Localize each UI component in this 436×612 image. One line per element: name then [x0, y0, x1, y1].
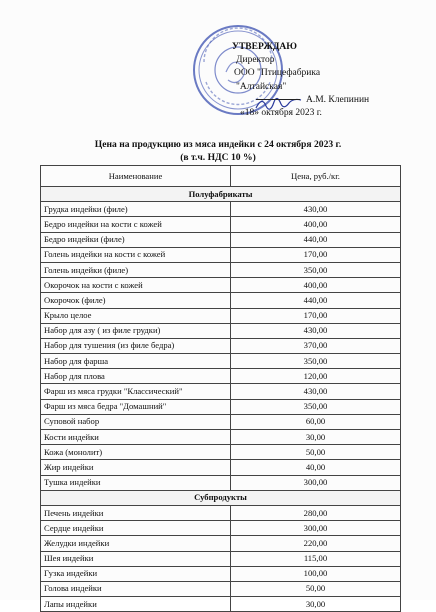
product-name: Тушка индейки	[41, 475, 231, 490]
product-name: Грудка индейки (филе)	[41, 202, 231, 217]
table-row	[41, 445, 401, 460]
table-row	[41, 460, 401, 475]
product-price: 430,00	[231, 384, 401, 399]
table-row	[41, 505, 401, 520]
product-name: Сердце индейки	[41, 521, 231, 536]
product-price: 350,00	[231, 262, 401, 277]
product-price: 440,00	[231, 232, 401, 247]
product-name: Окорочок на кости с кожей	[41, 278, 231, 293]
product-price: 300,00	[231, 521, 401, 536]
product-name: Лапы индейки	[41, 597, 231, 612]
approval-block	[222, 41, 422, 120]
table-row	[41, 308, 401, 323]
table-row	[41, 202, 401, 217]
approval-signer: А.М. Клепинин	[306, 94, 370, 105]
product-price: 170,00	[231, 308, 401, 323]
product-name: Голень индейки на кости с кожей	[41, 247, 231, 262]
heading-line2: (в т.ч. НДС 10 %)	[180, 151, 256, 163]
product-price: 220,00	[231, 536, 401, 551]
product-price: 60,00	[231, 414, 401, 429]
table-row	[41, 399, 401, 414]
table-row	[41, 536, 401, 551]
table-row	[41, 232, 401, 247]
product-name: Бедро индейки на кости с кожей	[41, 217, 231, 232]
product-price: 350,00	[231, 354, 401, 369]
product-price: 430,00	[231, 323, 401, 338]
product-name: Шея индейки	[41, 551, 231, 566]
product-price: 115,00	[231, 551, 401, 566]
product-name: Окорочок (филе)	[41, 293, 231, 308]
table-body-offal	[41, 490, 401, 612]
product-name: Набор для тушения (из филе бедра)	[41, 338, 231, 353]
table-row	[41, 323, 401, 338]
table-row	[41, 430, 401, 445]
approval-date: «18» октября 2023 г.	[240, 108, 322, 119]
product-name: Фарш из мяса грудки "Классический"	[41, 384, 231, 399]
product-name: Набор для фарша	[41, 354, 231, 369]
approval-org-line2: "Алтайская"	[236, 81, 287, 92]
product-name: Набор для азу ( из филе грудки)	[41, 323, 231, 338]
section-row-offal	[41, 490, 401, 505]
table-row	[41, 262, 401, 277]
table-row	[41, 278, 401, 293]
table-row	[41, 581, 401, 596]
product-name: Голень индейки (филе)	[41, 262, 231, 277]
product-price: 50,00	[231, 581, 401, 596]
approval-signer-line	[222, 94, 422, 107]
signature-line	[256, 99, 300, 100]
product-price: 170,00	[231, 247, 401, 262]
table-row	[41, 414, 401, 429]
table-row	[41, 354, 401, 369]
approval-position: Директор	[236, 55, 275, 66]
price-table	[40, 165, 401, 612]
table-row	[41, 475, 401, 490]
header-price: Цена, руб./кг.	[231, 166, 401, 187]
product-price: 370,00	[231, 338, 401, 353]
table-row	[41, 566, 401, 581]
product-name: Крыло целое	[41, 308, 231, 323]
product-name: Суповой набор	[41, 414, 231, 429]
table-row	[41, 521, 401, 536]
product-name: Кожа (монолит)	[41, 445, 231, 460]
table-row	[41, 247, 401, 262]
table-row	[41, 217, 401, 232]
document-heading	[0, 139, 436, 164]
table-row	[41, 338, 401, 353]
product-price: 30,00	[231, 430, 401, 445]
header-name: Наименование	[41, 166, 231, 187]
product-price: 400,00	[231, 278, 401, 293]
product-name: Бедро индейки (филе)	[41, 232, 231, 247]
product-price: 430,00	[231, 202, 401, 217]
product-name: Фарш из мяса бедра "Домашний"	[41, 399, 231, 414]
product-price: 30,00	[231, 597, 401, 612]
product-name: Голова индейки	[41, 581, 231, 596]
product-price: 50,00	[231, 445, 401, 460]
table-row	[41, 384, 401, 399]
product-price: 100,00	[231, 566, 401, 581]
product-name: Печень индейки	[41, 505, 231, 520]
product-name: Желудки индейки	[41, 536, 231, 551]
approval-org-line1: ООО "Птицефабрика	[234, 68, 321, 79]
product-price: 440,00	[231, 293, 401, 308]
table-row	[41, 369, 401, 384]
product-price: 400,00	[231, 217, 401, 232]
table-row	[41, 293, 401, 308]
section-title: Полуфабрикаты	[41, 187, 401, 202]
table-row	[41, 597, 401, 612]
product-price: 120,00	[231, 369, 401, 384]
product-price: 350,00	[231, 399, 401, 414]
table-header-row	[41, 166, 401, 187]
table-body	[41, 187, 401, 491]
section-title: Субпродукты	[41, 490, 401, 505]
approval-title: УТВЕРЖДАЮ	[232, 42, 297, 52]
product-name: Набор для плова	[41, 369, 231, 384]
product-name: Кости индейки	[41, 430, 231, 445]
section-row-semifinished	[41, 187, 401, 202]
table-row	[41, 551, 401, 566]
product-price: 40,00	[231, 460, 401, 475]
heading-line1: Цена на продукцию из мяса индейки с 24 октября 2023 г.	[94, 139, 342, 150]
product-price: 300,00	[231, 475, 401, 490]
product-name: Гузка индейки	[41, 566, 231, 581]
product-price: 280,00	[231, 505, 401, 520]
product-name: Жир индейки	[41, 460, 231, 475]
